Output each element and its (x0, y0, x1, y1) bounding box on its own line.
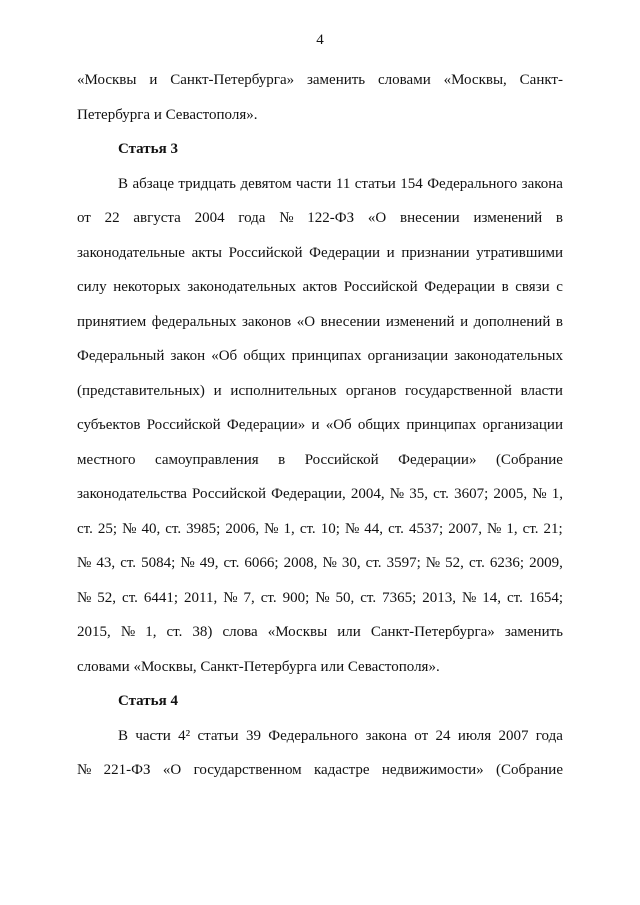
word: 6066; (244, 555, 279, 571)
text-line (77, 615, 563, 650)
word: (Собрание (495, 451, 563, 468)
word: 2009, (529, 555, 563, 571)
word: 2011, (184, 589, 218, 606)
word: самоуправления (155, 451, 259, 468)
word: 154 (400, 175, 423, 192)
word: № (532, 486, 547, 502)
word: Санкт-Петербурга» (170, 72, 295, 88)
word: ст. (365, 555, 382, 571)
word: федеральных (151, 313, 237, 330)
word: принципах (406, 417, 477, 433)
word: 7, (243, 589, 255, 606)
word: 11 (335, 175, 351, 192)
word: № (264, 520, 279, 537)
word: 39 (245, 727, 261, 744)
word: ст. (122, 589, 138, 606)
word: Федерального (427, 175, 518, 192)
word: 14, (482, 589, 502, 606)
word: и (311, 417, 320, 433)
word: внесении (320, 313, 381, 330)
word: 1, (506, 520, 518, 537)
word: № (425, 555, 441, 571)
word: Федерации» (226, 417, 306, 433)
word: с (556, 279, 563, 295)
word: недвижимости» (381, 762, 484, 778)
word: органов (345, 382, 397, 399)
word: или (337, 624, 361, 640)
word: акты (191, 244, 222, 261)
word: (представительных) (77, 382, 205, 399)
word: связи (515, 279, 550, 295)
word: В (118, 727, 129, 744)
page-number: 4 (316, 32, 324, 48)
word: законодательные (77, 244, 185, 261)
word: 50, (335, 589, 355, 606)
word: 2004, (350, 486, 385, 502)
text-line (77, 339, 563, 374)
word: года (238, 210, 266, 226)
word: № (279, 210, 294, 226)
word: 3597; (386, 555, 421, 571)
word: внесении (399, 210, 460, 226)
word: № (223, 589, 238, 606)
word: слова (222, 624, 258, 640)
word: № (77, 762, 92, 778)
word: актов (302, 279, 338, 295)
word: 2007 (498, 727, 529, 744)
word: изменений (473, 210, 543, 226)
word: 221-ФЗ (103, 762, 151, 778)
text-line: словами «Москвы, Санкт-Петербурга или Севастополя». (77, 658, 440, 675)
word: тридцать (178, 175, 237, 192)
word: 5084; (141, 555, 176, 571)
text-line (77, 719, 563, 754)
word: организации (367, 348, 449, 364)
word: законов (241, 313, 292, 330)
word: общих (243, 348, 286, 364)
word: № (122, 520, 137, 537)
word: (Собрание (495, 762, 563, 778)
text-line: Петербурга и Севастополя». (77, 106, 258, 123)
word: В (118, 175, 129, 192)
word: 2008, (283, 555, 318, 571)
word: государственном (193, 762, 302, 778)
word: ст. (260, 589, 277, 606)
word: некоторых (113, 279, 181, 295)
text-line (77, 236, 563, 271)
word: власти (520, 382, 563, 399)
word: «Москвы (267, 624, 328, 640)
word: и (213, 382, 222, 399)
word: общих (357, 417, 401, 433)
word: в (555, 210, 563, 226)
word: 35, (409, 486, 428, 502)
document-body (77, 63, 563, 788)
word: ст. (165, 520, 182, 537)
word: субъектов (77, 417, 141, 433)
word: Российской (228, 244, 303, 261)
word: ст. (468, 555, 485, 571)
word: 1, (145, 624, 157, 640)
word: 49, (199, 555, 219, 571)
text-line (77, 443, 563, 478)
word: № (77, 589, 92, 606)
word: принятием (77, 313, 147, 330)
word: Федерального (268, 727, 359, 744)
word: 52, (97, 589, 117, 606)
article-4-heading: Статья 4 (118, 693, 178, 709)
word: ст. (522, 520, 539, 537)
word: 3607; (454, 486, 489, 502)
word: в (555, 313, 563, 330)
word: абзаце (132, 175, 174, 192)
word: изменений (385, 313, 455, 330)
word: ст. (388, 520, 404, 537)
word: № (77, 555, 92, 571)
text-line (77, 581, 563, 616)
word: «О (162, 762, 182, 778)
word: 43, (96, 555, 116, 571)
word: законодательства (77, 486, 187, 502)
word: июля (457, 727, 492, 744)
word: кадастре (314, 762, 370, 778)
word: ст. (166, 624, 183, 640)
word: заменить (504, 624, 563, 640)
word: Российской (146, 417, 221, 433)
article-3-heading: Статья 3 (118, 141, 178, 157)
word: местного (77, 451, 136, 468)
word: «Об (211, 348, 238, 364)
word: ст. (360, 589, 377, 606)
word: года (535, 727, 563, 744)
word: 2005, (493, 486, 528, 502)
word: Федерации, (271, 486, 346, 502)
word: 10; (320, 520, 340, 537)
word: 2013, (422, 589, 456, 606)
word: августа (133, 210, 181, 226)
word: закона (365, 727, 407, 744)
word: «О (296, 313, 316, 330)
word: Санкт- (519, 72, 563, 88)
word: Санкт-Петербурга» (370, 624, 495, 640)
word: 2015, (77, 624, 111, 640)
word: ст. (507, 589, 523, 606)
word: 1, (551, 486, 563, 502)
text-line (77, 477, 563, 512)
word: статьи (197, 727, 239, 744)
word: 2006, (225, 520, 260, 537)
word: и (386, 244, 395, 261)
word: Российской (343, 279, 418, 295)
word: ст. (299, 520, 316, 537)
word: 900; (282, 589, 310, 606)
word: «Москвы (77, 72, 137, 88)
word: и (460, 313, 469, 330)
word: принципах (291, 348, 362, 364)
word: 2004 (194, 210, 225, 226)
word: девятом (240, 175, 292, 192)
word: № (344, 520, 360, 537)
word: силу (77, 279, 107, 295)
word: в (278, 451, 286, 468)
text-line (77, 408, 563, 443)
word: признании (401, 244, 470, 261)
word: статьи (354, 175, 396, 192)
word: «О (367, 210, 387, 226)
word: Федерации» (398, 451, 477, 468)
word: 1, (283, 520, 295, 537)
word: № (120, 624, 136, 640)
word: Федерации (424, 279, 496, 295)
word: № (389, 486, 405, 502)
word: словами (378, 72, 431, 88)
word: законодательных (454, 348, 563, 364)
word: 24 (435, 727, 451, 744)
word: дополнений (473, 313, 551, 330)
word: Российской (304, 451, 379, 468)
word: 44, (364, 520, 384, 537)
word: № (461, 589, 477, 606)
word: ст. (433, 486, 449, 502)
word: 4537; (408, 520, 444, 537)
word: Федерации (309, 244, 381, 261)
word: «Об (325, 417, 352, 433)
word: организации (482, 417, 563, 433)
word: части (296, 175, 332, 192)
word: 21; (543, 520, 563, 537)
text-line (77, 753, 563, 788)
word: «Москвы, (443, 72, 507, 88)
word: заменить (306, 72, 366, 88)
word: от (414, 727, 429, 744)
word: 30, (341, 555, 361, 571)
word: № (315, 589, 330, 606)
word: 6236; (489, 555, 525, 571)
word: ст. (77, 520, 93, 537)
text-line (77, 167, 563, 202)
word: государственной (405, 382, 512, 399)
word: и (149, 72, 158, 88)
word: закона (521, 175, 563, 192)
text-line (77, 546, 563, 581)
text-line (77, 270, 563, 305)
word: 40, (141, 520, 161, 537)
word: 25; (97, 520, 118, 537)
word: ст. (120, 555, 137, 571)
word: № (180, 555, 195, 571)
text-line (77, 512, 563, 547)
word: 7365; (382, 589, 417, 606)
word: 4² (178, 727, 191, 744)
word: 6441; (143, 589, 179, 606)
word: части (135, 727, 171, 744)
word: № (322, 555, 337, 571)
text-line (77, 305, 563, 340)
word: закон (170, 348, 206, 364)
word: 52, (445, 555, 464, 571)
word: 1654; (528, 589, 563, 606)
word: законодательных (187, 279, 296, 295)
word: в (501, 279, 509, 295)
word: от (77, 210, 91, 226)
word: 122-ФЗ (307, 210, 355, 226)
word: 38) (192, 624, 213, 640)
word: утратившими (476, 244, 563, 261)
word: Федеральный (77, 348, 165, 364)
word: 3985; (186, 520, 221, 537)
word: 22 (104, 210, 120, 226)
word: ст. (223, 555, 240, 571)
word: Российской (192, 486, 266, 502)
word: № (487, 520, 502, 537)
text-line (77, 201, 563, 236)
text-line (77, 63, 563, 98)
text-line (77, 374, 563, 409)
word: 2007, (448, 520, 482, 537)
word: исполнительных (230, 382, 338, 399)
